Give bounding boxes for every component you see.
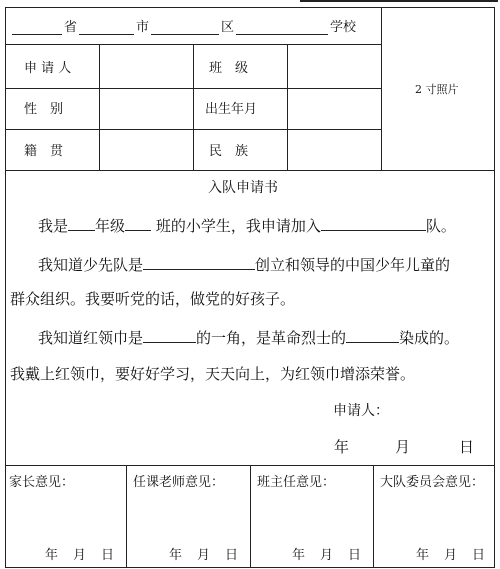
teacher-opinion-label: 任课老师意见： bbox=[133, 475, 225, 490]
col-line-2 bbox=[193, 44, 194, 170]
head-teacher-month: 月 bbox=[320, 548, 334, 563]
school-blank bbox=[236, 22, 328, 35]
brigade-year: 年 bbox=[416, 548, 430, 563]
letter-line-1: 我是 年级 班的小学生，我申请加入 队。 bbox=[38, 217, 456, 235]
teacher-day: 日 bbox=[225, 548, 239, 563]
letter-line-3: 群众组织。我要听党的话，做党的好孩子。 bbox=[10, 290, 296, 308]
district-label: 区 bbox=[221, 20, 235, 35]
parent-year: 年 bbox=[45, 548, 59, 563]
opinion-divider-1 bbox=[126, 465, 127, 568]
info-bottom-line bbox=[5, 170, 494, 171]
ethnicity-label: 民 族 bbox=[209, 144, 249, 159]
province-label: 省 bbox=[64, 20, 78, 35]
parent-day: 日 bbox=[101, 548, 115, 563]
letter-line-4: 我知道红领巾是 的一角，是革命烈士的 染成的。 bbox=[38, 329, 460, 347]
brigade-month: 月 bbox=[444, 548, 458, 563]
teacher-year: 年 bbox=[169, 548, 183, 563]
letter-line-5: 我戴上红领巾，要好好学习，天天向上，为红领巾增添荣誉。 bbox=[10, 365, 416, 383]
class-label: 班 级 bbox=[209, 61, 249, 76]
city-label: 市 bbox=[136, 20, 150, 35]
gender-label: 性 别 bbox=[24, 102, 64, 117]
head-teacher-opinion-label: 班主任意见： bbox=[257, 475, 336, 490]
photo-placeholder-label: 2 寸照片 bbox=[415, 83, 459, 96]
district-blank bbox=[151, 22, 219, 35]
head-teacher-year: 年 bbox=[292, 548, 306, 563]
photo-left-line bbox=[381, 7, 382, 170]
brigade-committee-opinion-label: 大队委员会意见： bbox=[380, 475, 485, 490]
teacher-month: 月 bbox=[197, 548, 211, 563]
school-label: 学校 bbox=[330, 20, 357, 35]
parent-opinion-label: 家长意见： bbox=[9, 475, 75, 490]
top-edge-mark bbox=[300, 0, 498, 2]
city-blank bbox=[79, 22, 134, 35]
head-teacher-day: 日 bbox=[348, 548, 362, 563]
letter-title: 入队申请书 bbox=[208, 180, 278, 196]
birth-label: 出生年月 bbox=[205, 102, 258, 117]
col-line-1 bbox=[99, 44, 100, 170]
letter-date-year: 年 bbox=[334, 438, 350, 456]
col-line-3 bbox=[287, 44, 288, 170]
applicant-label: 申 请 人 bbox=[24, 61, 72, 76]
table-right-border bbox=[494, 7, 495, 567]
opinion-divider-3 bbox=[373, 465, 374, 568]
letter-date-day: 日 bbox=[459, 438, 475, 456]
native-place-label: 籍 贯 bbox=[24, 144, 64, 159]
signer-label: 申请人： bbox=[333, 403, 389, 419]
table-left-border bbox=[5, 7, 6, 567]
table-top-border bbox=[5, 7, 494, 8]
brigade-day: 日 bbox=[472, 548, 486, 563]
letter-line-2: 我知道少先队是 创立和领导的中国少年儿童的 bbox=[38, 256, 451, 274]
letter-date-month: 月 bbox=[395, 438, 411, 456]
province-blank bbox=[12, 22, 62, 35]
parent-month: 月 bbox=[73, 548, 87, 563]
opinion-divider-2 bbox=[250, 465, 251, 568]
